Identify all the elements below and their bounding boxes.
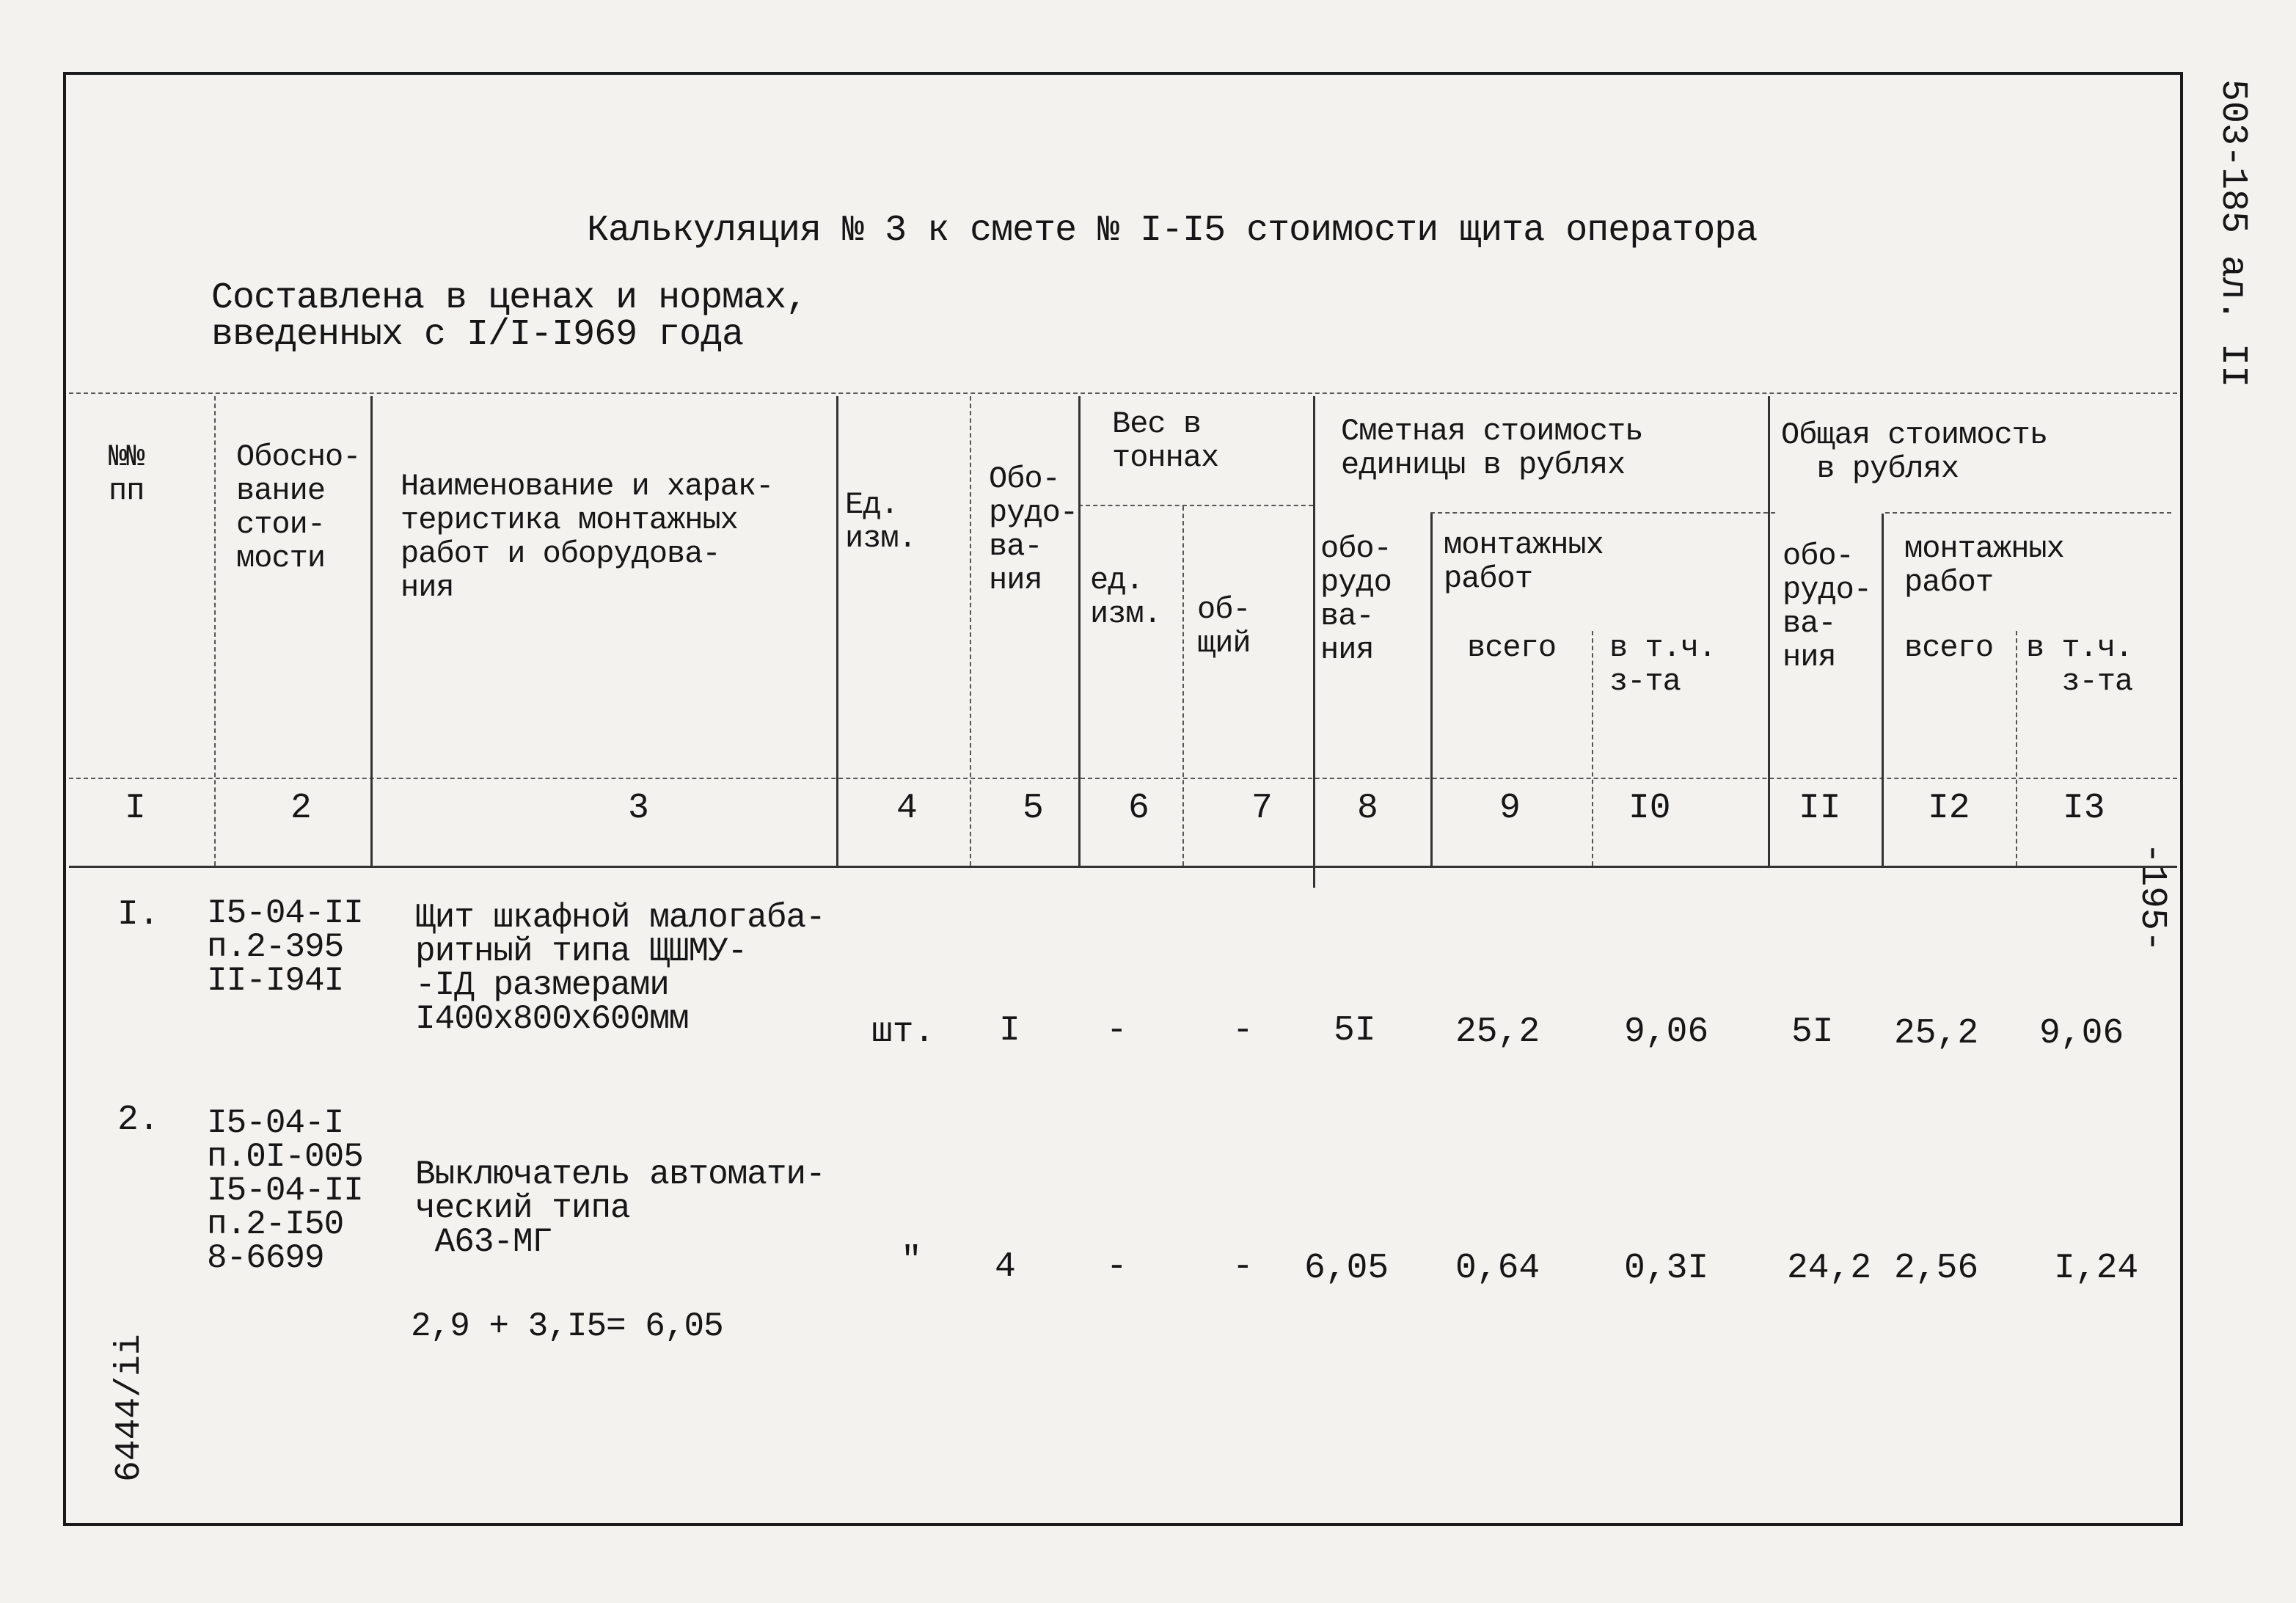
row-name: Выключатель автомати- ческий типа А63-МГ [415, 1155, 825, 1261]
weight-subrule [1078, 505, 1313, 506]
row-number: 2. [117, 1100, 160, 1140]
row-unit: шт. [871, 1012, 935, 1052]
col-number: 4 [896, 789, 918, 828]
numbers-bottom-rule [69, 866, 2177, 868]
table-top-rule [69, 392, 2177, 394]
row-total-equipment: 24,2 [1787, 1249, 1872, 1288]
header-basis: Обосно- вание стои- мости [236, 439, 361, 576]
unit-cost-subrule [1430, 512, 1775, 514]
col-divider-7 [1313, 396, 1315, 888]
col-divider-9 [1592, 631, 1593, 866]
row-unit: " [901, 1241, 922, 1281]
col-divider-6 [1182, 506, 1184, 866]
header-unit-cost-group: Сметная стоимость единицы в рублях [1341, 414, 1643, 483]
row-quantity: 4 [995, 1247, 1016, 1287]
row-number: I. [117, 895, 160, 935]
row-unit-wages: 0,3I [1624, 1249, 1709, 1288]
col-number: I2 [1928, 789, 1970, 828]
header-equipment-qty: Обо- рудо- ва- ния [989, 461, 1078, 598]
header-unit-mounting-group: монтажных работ [1444, 527, 1604, 596]
header-total-mounting-group: монтажных работ [1904, 531, 2064, 600]
col-number: 5 [1023, 789, 1044, 828]
total-cost-subrule [1885, 512, 2171, 514]
col-divider-10 [1768, 396, 1770, 866]
side-archive-label: 503-185 ал. II [2212, 79, 2253, 388]
row-unit-equipment: 5I [1334, 1011, 1376, 1051]
col-divider-4 [970, 396, 971, 866]
row-total-wages: 9,06 [2039, 1014, 2124, 1054]
corner-inventory-label: 6444/ii [110, 1334, 150, 1482]
subtitle-line-1: Составлена в ценах и нормах, [211, 277, 808, 319]
col-number: 9 [1499, 789, 1521, 828]
col-divider-1 [214, 396, 216, 866]
row-unit-mounting: 0,64 [1455, 1249, 1540, 1288]
header-total-equipment: обо- рудо- ва- ния [1783, 538, 1872, 675]
col-number: 2 [290, 789, 312, 828]
row-basis: I5-04-II п.2-395 II-I94I [207, 894, 363, 1000]
header-unit: Ед. изм. [845, 487, 916, 556]
row-basis: I5-04-I п.0I-005 I5-04-II п.2-I50 8-6699 [207, 1104, 363, 1277]
header-name: Наименование и харак- теристика монтажных работ и оборудова- ния [401, 469, 774, 605]
row-quantity: I [999, 1011, 1020, 1051]
col-number: 7 [1251, 789, 1273, 828]
row-total-equipment: 5I [1791, 1012, 1834, 1052]
row-weight-total: - [1232, 1247, 1254, 1287]
header-bottom-rule [69, 778, 2177, 779]
header-total-cost-group: Общая стоимость в рублях [1781, 417, 2048, 486]
row-unit-wages: 9,06 [1624, 1012, 1709, 1052]
col-number: I [125, 789, 146, 828]
page-number: -195- [2131, 842, 2173, 953]
row-weight-total: - [1232, 1011, 1254, 1051]
row-unit-mounting: 25,2 [1455, 1012, 1540, 1052]
col-number: 8 [1357, 789, 1378, 828]
row-weight-unit: - [1106, 1247, 1127, 1287]
col-divider-3 [836, 396, 838, 866]
header-weight-group: Вес в тоннах [1112, 406, 1219, 475]
col-divider-12 [2016, 631, 2017, 866]
row-total-wages: I,24 [2054, 1249, 2139, 1288]
header-unit-equipment: обо- рудо ва- ния [1320, 531, 1392, 668]
row-total-mounting: 25,2 [1894, 1014, 1979, 1054]
header-total-mounting-total: всего [1904, 630, 1994, 665]
header-total-wages: в т.ч. з-та [2026, 630, 2133, 699]
col-divider-11 [1882, 514, 1884, 866]
col-number: I3 [2063, 789, 2105, 828]
col-number: II [1799, 789, 1841, 828]
header-unit-mounting-total: всего [1467, 630, 1557, 665]
col-number: 6 [1128, 789, 1149, 828]
col-number: I0 [1628, 789, 1671, 828]
row-weight-unit: - [1106, 1011, 1127, 1051]
col-divider-2 [370, 396, 373, 866]
header-num: №№ пп [109, 439, 145, 508]
header-weight-total: об- щий [1197, 592, 1251, 661]
row-unit-equipment: 6,05 [1304, 1249, 1389, 1288]
row-name: Щит шкафной малогаба- ритный типа ЩШМУ- -IД размерами I400х800х600мм [415, 899, 825, 1038]
row-formula: 2,9 + 3,I5= 6,05 [411, 1307, 723, 1345]
col-number: 3 [628, 789, 649, 828]
subtitle-line-2: введенных с I/I-I969 года [211, 314, 744, 356]
header-weight-unit: ед. изм. [1090, 563, 1161, 632]
header-unit-wages: в т.ч. з-та [1609, 630, 1716, 699]
document-title: Калькуляция № 3 к смете № I-I5 стоимости щита оператора [587, 210, 1758, 252]
col-divider-8 [1430, 514, 1433, 866]
row-total-mounting: 2,56 [1894, 1249, 1979, 1288]
col-divider-5 [1078, 396, 1081, 866]
